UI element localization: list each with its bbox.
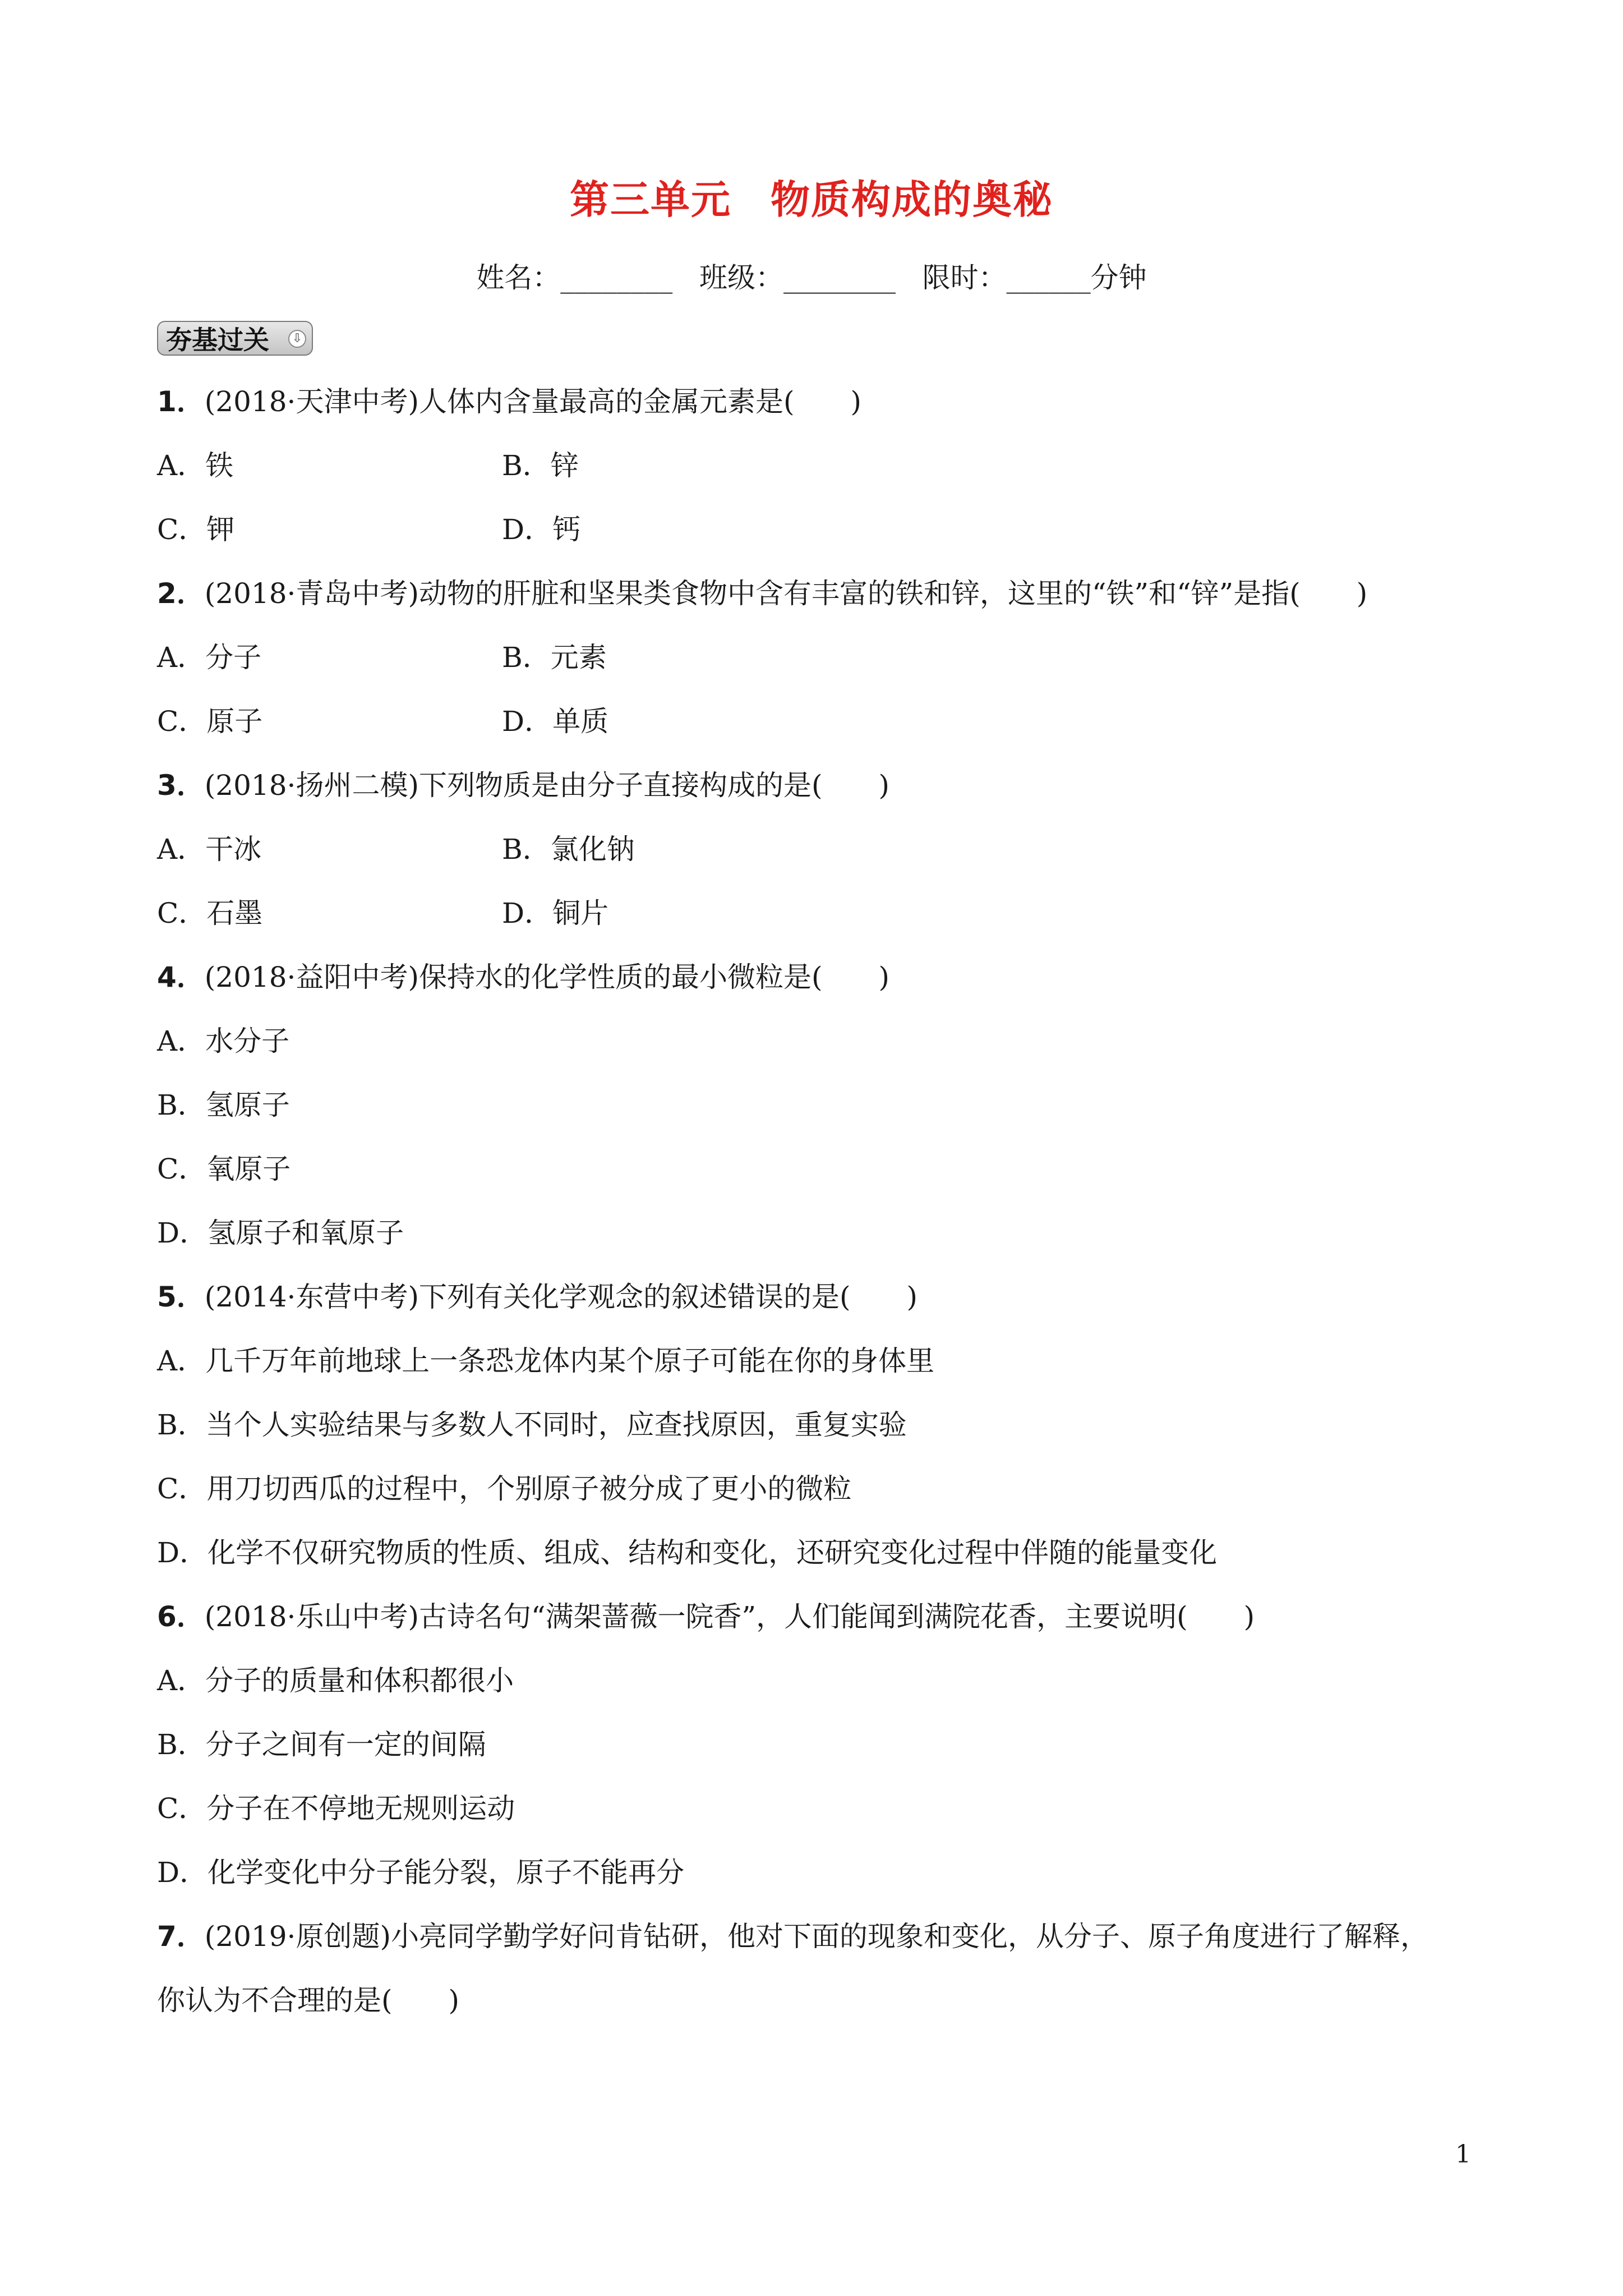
option-a: A．几千万年前地球上一条恐龙体内某个原子可能在你的身体里 <box>157 1345 935 1377</box>
option-c: C．钾 <box>157 513 235 546</box>
option-a: A．铁 <box>157 449 234 482</box>
question-5 <box>157 1280 917 1314</box>
question-stem: (2018·扬州二模)下列物质是由分子直接构成的是( ) <box>204 769 889 802</box>
student-info-line: 姓名：________ 班级：________ 限时：______分钟 <box>476 261 1147 294</box>
option-row <box>157 641 607 674</box>
question-7 <box>157 1920 1428 1953</box>
option-b: B．氢原子 <box>157 1089 290 1121</box>
option-d: D．铜片 <box>502 897 609 930</box>
option-c: C．分子在不停地无规则运动 <box>157 1792 515 1825</box>
option-b: B．当个人实验结果与多数人不同时，应查找原因，重复实验 <box>157 1409 907 1441</box>
page-number: 1 <box>1455 2140 1471 2169</box>
option-row <box>157 449 579 482</box>
page-title <box>0 168 1623 225</box>
option-b: B．元素 <box>502 641 607 674</box>
question-3 <box>157 769 889 802</box>
question-number: 7． <box>157 1920 205 1953</box>
option-d: D．单质 <box>502 705 609 738</box>
option-b: B．锌 <box>502 449 579 482</box>
question-stem: (2014·东营中考)下列有关化学观念的叙述错误的是( ) <box>204 1281 917 1313</box>
option-row <box>157 896 609 930</box>
question-stem: (2018·益阳中考)保持水的化学性质的最小微粒是( ) <box>204 961 889 993</box>
option-a: A．分子的质量和体积都很小 <box>157 1664 514 1697</box>
question-4 <box>157 960 889 994</box>
question-2 <box>157 577 1367 610</box>
question-1 <box>157 385 861 418</box>
option-d: D．氢原子和氧原子 <box>157 1217 404 1249</box>
option-a: A．分子 <box>157 641 262 674</box>
section-badge <box>157 321 313 356</box>
question-6 <box>157 1600 1255 1634</box>
down-arrow-icon: ⇩ <box>288 330 306 348</box>
section-badge-label: 夯基过关 <box>166 325 269 355</box>
option-row <box>157 832 635 866</box>
option-d: D．钙 <box>502 513 581 546</box>
question-number: 6． <box>157 1600 205 1633</box>
question-number: 5． <box>157 1281 205 1313</box>
option-c: C．石墨 <box>157 897 263 930</box>
question-stem-continued: 你认为不合理的是( ) <box>157 1984 460 2017</box>
question-number: 1． <box>157 385 205 418</box>
title-topic: 物质构成的奥秘 <box>771 177 1053 223</box>
option-c: C．原子 <box>157 705 263 738</box>
question-stem: (2018·天津中考)人体内含量最高的金属元素是( ) <box>204 385 861 418</box>
option-a: A．干冰 <box>157 833 262 866</box>
option-b: B．分子之间有一定的间隔 <box>157 1728 486 1761</box>
option-c: C．用刀切西瓜的过程中，个别原子被分成了更小的微粒 <box>157 1473 852 1505</box>
question-number: 3． <box>157 769 205 802</box>
option-row <box>157 513 581 546</box>
question-number: 4． <box>157 961 205 993</box>
option-d: D．化学变化中分子能分裂，原子不能再分 <box>157 1856 685 1889</box>
title-unit: 第三单元 <box>570 177 731 223</box>
question-stem: (2018·青岛中考)动物的肝脏和坚果类食物中含有丰富的铁和锌，这里的“铁”和“锌”是指( ) <box>204 577 1368 610</box>
question-stem: (2018·乐山中考)古诗名句“满架蔷薇一院香”，人们能闻到满院花香，主要说明( ) <box>204 1600 1255 1633</box>
option-c: C．氧原子 <box>157 1153 291 1185</box>
option-d: D．化学不仅研究物质的性质、组成、结构和变化，还研究变化过程中伴随的能量变化 <box>157 1536 1218 1569</box>
option-a: A．水分子 <box>157 1025 290 1057</box>
question-stem: (2019·原创题)小亮同学勤学好问肯钻研，他对下面的现象和变化，从分子、原子角度进行了解释， <box>204 1920 1428 1953</box>
question-number: 2． <box>157 577 205 610</box>
option-b: B．氯化钠 <box>502 833 635 866</box>
option-row <box>157 705 609 738</box>
